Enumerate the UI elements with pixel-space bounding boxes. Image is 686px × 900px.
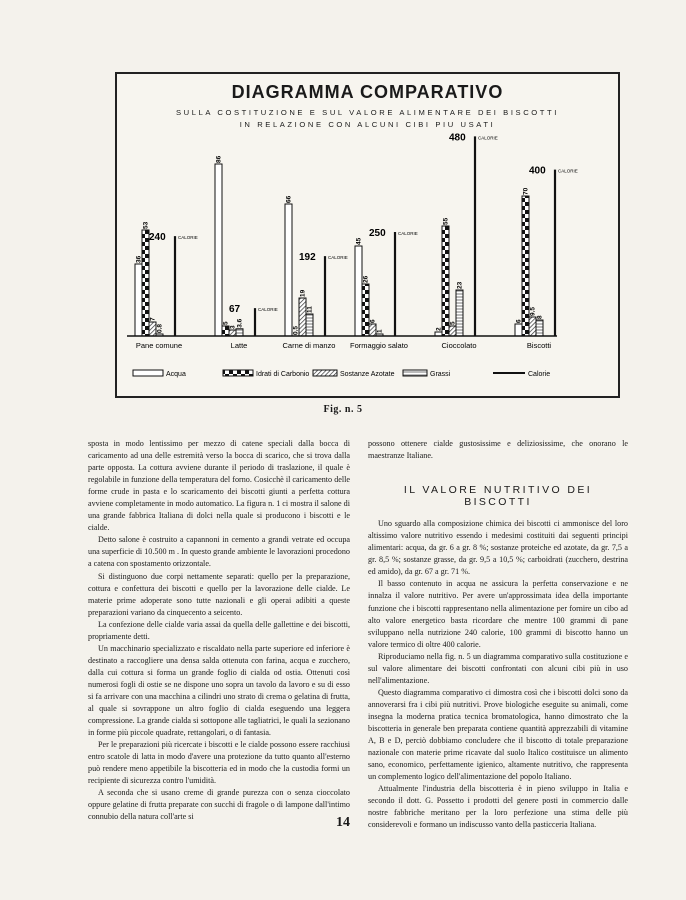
label-idrati: 53 — [142, 221, 150, 229]
category-label: Pane comune — [135, 341, 183, 350]
calorie-value: 67 — [229, 304, 241, 316]
bar-grassi — [536, 320, 543, 336]
label-acqua: 36 — [135, 255, 143, 263]
label-idrati: 70 — [522, 187, 530, 195]
label-grassi: 0.8 — [156, 323, 164, 333]
label-acqua: 45 — [355, 237, 363, 245]
calorie-unit: CALORIE — [178, 235, 198, 241]
bar-idrati — [442, 226, 449, 336]
paragraph: La confezione delle cialde varia assai da quella delle gallettine e dei biscotti, propriamente detti. — [88, 619, 350, 641]
label-azotate: 7 — [149, 317, 157, 321]
chart-subtitle-2: IN RELAZIONE CON ALCUNI CIBI PIU USATI — [239, 120, 496, 129]
bar-azotate — [299, 298, 306, 336]
bar-acqua — [285, 204, 292, 336]
bar-grassi — [306, 314, 313, 336]
calorie-unit: CALORIE — [478, 135, 498, 141]
calorie-unit: CALORIE — [328, 255, 348, 261]
paragraph: possono ottenere cialde gustosissime e deliziosissime, che onorano le maestranze Italiane. — [368, 439, 628, 461]
label-azotate: 19 — [299, 289, 307, 297]
calorie-value: 240 — [149, 232, 166, 244]
label-azotate: 5 — [449, 321, 457, 325]
page-number: 14 — [336, 815, 350, 830]
label-grassi: 8 — [536, 315, 544, 319]
legend-idrati-swatch — [223, 370, 253, 376]
label-azotate: 3 — [229, 325, 237, 329]
paragraph: Un macchinario specializzato e riscaldato nella parte superiore ed inferiore è destinato a raccogliere una densa salda ottenuta con farina, acqua e zucchero, dalla cui cottura si forma un grande foglio di cialda od ostia. Ottenuti così numerosi fogli di ostie se ne dispone uno sopra un tavolo da lavoro e su di esso si fa arrivare con una macchina a cilindri uno strato di crema o gelatina di frutta, al quale si sovrappone un altro foglio di cialda eseguendo una leggera compressione. La grande cialda si sottopone alle tagliatrici, le quali la sezionano in forme più piccole quadrate, rettangolari, o di fantasia. — [88, 643, 350, 738]
calorie-value: 192 — [299, 252, 316, 264]
label-grassi: 11 — [306, 306, 314, 313]
bar-acqua — [355, 246, 362, 336]
bar-azotate — [369, 324, 376, 336]
bar-grassi — [456, 290, 463, 336]
category-label: Latte — [230, 341, 248, 350]
category-label: Carne di manzo — [282, 341, 336, 350]
paragraph: Si distinguono due corpi nettamente separati: quello per la preparazione, cottura e confettura dei biscotti e quello per la lavorazione delle cialde. Le materie prime adoperate sono tutte nazionali e gli operai adibiti a queste preparazioni variano da cinquecento a seicento. — [88, 571, 350, 617]
label-acqua: 6 — [515, 319, 523, 323]
paragraph: sposta in modo lentissimo per mezzo di catene speciali dalla bocca di caricamento ad una delle estremità verso la bocca di scarico, che si trova dalla parte opposta. La cottura avviene durante il periodo di traslazione, il quale è regolabile in funzione della temperatura del forno. Cosicchè il caricamento delle forme crude in pasta e lo scaricamento dei biscotti giunti a perfetta cottura avviene completamente in modo automatico. La figura n. 1 ci mostra il salone di una grande fabbrica Italiana di dolci nella quale si producono i biscotti e le cialde. — [88, 439, 350, 533]
paragraph: Uno sguardo alla composizione chimica dei biscotti ci ammonisce del loro altissimo valore nutritivo essendo i medesimi costituiti dai seguenti principi alimentari: acqua, da gr. 6 a gr. 8 %; sostanze proteiche ed azotate, da gr. 7,5 a gr. 8,5 %; sostanze grasse, da gr. 9,5 a 10,5 %; carboidrati (zucchero, destrina ed amido), da gr. 67 a gr. 71 %. — [368, 519, 628, 577]
legend-calorie-label: Calorie — [528, 371, 551, 378]
label-idrati: 26 — [362, 275, 370, 283]
paragraph: Per le preparazioni più ricercate i biscotti e le cialde possono essere racchiusi entro scatole di latta in modo d'avere una protezione da tutto quanto all'esterno può rendere meno appetibile la biscotteria ed in modo che la custodia formi un recipiente di sicurezza contro l'umidità. — [88, 740, 350, 786]
calorie-unit: CALORIE — [398, 231, 418, 236]
bar-azotate — [229, 330, 236, 336]
paragraph: Questo diagramma comparativo ci dimostra così che i biscotti dolci sono da annoverarsi fra i cibi più nutritivi. Prove biologiche eseguite su animali, come insegna la moderna pratica tecnica bromatologica, hanno dimostrato che la biscotteria in generale ben preparata contiene quantità apprezzabili di vitamine A, B e D, perciò dobbiamo concludere che il biscotto di totale preparazione nazionale con materie prime ricavate dal suolo Italico costituisce un alimento sano, economico, perfettamente igienico, altamente nutritivo, che rappresenta un complemento logico dell'alimentazione del popolo Italiano. — [368, 687, 628, 782]
bar-azotate — [449, 326, 456, 336]
label-grassi: 3.6 — [236, 318, 244, 328]
label-grassi: 1 — [376, 329, 384, 333]
label-idrati: 5 — [222, 321, 230, 325]
label-acqua: 2 — [435, 327, 443, 331]
bar-grassi — [236, 329, 243, 336]
legend-azotate-swatch — [313, 370, 337, 376]
comparative-diagram — [115, 72, 620, 398]
chart-title: DIAGRAMMA COMPARATIVO — [231, 82, 504, 102]
calorie-value: 480 — [449, 132, 466, 144]
bar-azotate — [149, 322, 156, 336]
paragraph: Detto salone è costruito a capannoni in cemento a grandi vetrate ed occupa una superficie di 10.500 m . In questo grande ambiente le lavorazioni procedono a catena con spostamento orizzontale. — [88, 535, 350, 569]
calorie-unit: CALORIE — [558, 168, 578, 174]
category-label: Formaggio salato — [350, 341, 408, 350]
paragraph: A seconda che si usano creme di grande purezza con o senza cioccolato oppure gelatine di frutta preparate con succhi di fragole o di lampone dall'intimo connubio della natura coll'arte si — [88, 788, 350, 822]
label-acqua: 66 — [285, 195, 293, 203]
legend-idrati-label: Idrati di Carbonio — [256, 371, 310, 378]
label-idrati: 55 — [442, 217, 450, 225]
bar-idrati — [142, 230, 149, 336]
label-azotate: 6 — [369, 319, 377, 323]
paragraph: Il basso contenuto in acqua ne assicura la perfetta conservazione e ne innalza il valore nutritivo. Per avere un'approssimata idea della importante funzione che i biscotti rappresentano nella alimentazione per fornire un cibo ad alto valore energetico basta ricordare che mentre 100 grammi di pane sviluppano nella nutrizione 240 calorie, 100 grammi di biscotto hanno un valore termico di oltre 400 calorie. — [368, 579, 628, 649]
paragraph: Riproduciamo nella fig. n. 5 un diagramma comparativo sulla costituzione e sul valore alimentare dei biscotti confrontati con alcuni cibi più in uso nell'alimentazione. — [368, 651, 628, 685]
legend-acqua-swatch — [133, 370, 163, 376]
bar-acqua — [515, 324, 522, 336]
section-heading: IL VALORE NUTRITIVO DEI BISCOTTI — [403, 484, 593, 509]
left-column — [88, 438, 350, 824]
calorie-unit: CALORIE — [258, 307, 278, 313]
bar-acqua — [135, 264, 142, 336]
calorie-value: 250 — [369, 228, 386, 239]
label-azotate: 9.5 — [529, 306, 537, 316]
label-grassi: 23 — [456, 281, 464, 289]
label-idrati: 0.5 — [292, 325, 300, 335]
legend-grassi-swatch — [403, 370, 427, 376]
label-acqua: 86 — [215, 155, 223, 163]
bar-idrati — [362, 284, 369, 336]
chart-subtitle-1: SULLA COSTITUZIONE E SUL VALORE ALIMENTARE DEI BISCOTTI — [176, 108, 559, 117]
figure-caption: Fig. n. 5 — [323, 404, 363, 415]
right-column — [368, 438, 628, 831]
bar-idrati — [222, 326, 229, 336]
legend-grassi-label: Grassi — [430, 371, 451, 378]
bar-idrati — [522, 196, 529, 336]
legend-azotate-label: Sostanze Azotate — [340, 371, 395, 378]
calorie-value: 400 — [529, 165, 546, 177]
bar-acqua — [215, 164, 222, 336]
paragraph: Attualmente l'industria della biscotteria è in pieno sviluppo in Italia e secondo il dott. G. Possetto i prodotti del genere posti in commercio dalle nostre fabbriche meritano per la loro perfezione una stima delle più considerevoli e formano un indiscusso vanto della pasticceria Italiana. — [368, 784, 628, 830]
category-label: Biscotti — [526, 341, 552, 350]
legend-acqua-label: Acqua — [166, 371, 186, 378]
category-label: Cioccolato — [441, 341, 477, 350]
bar-azotate — [529, 317, 536, 336]
